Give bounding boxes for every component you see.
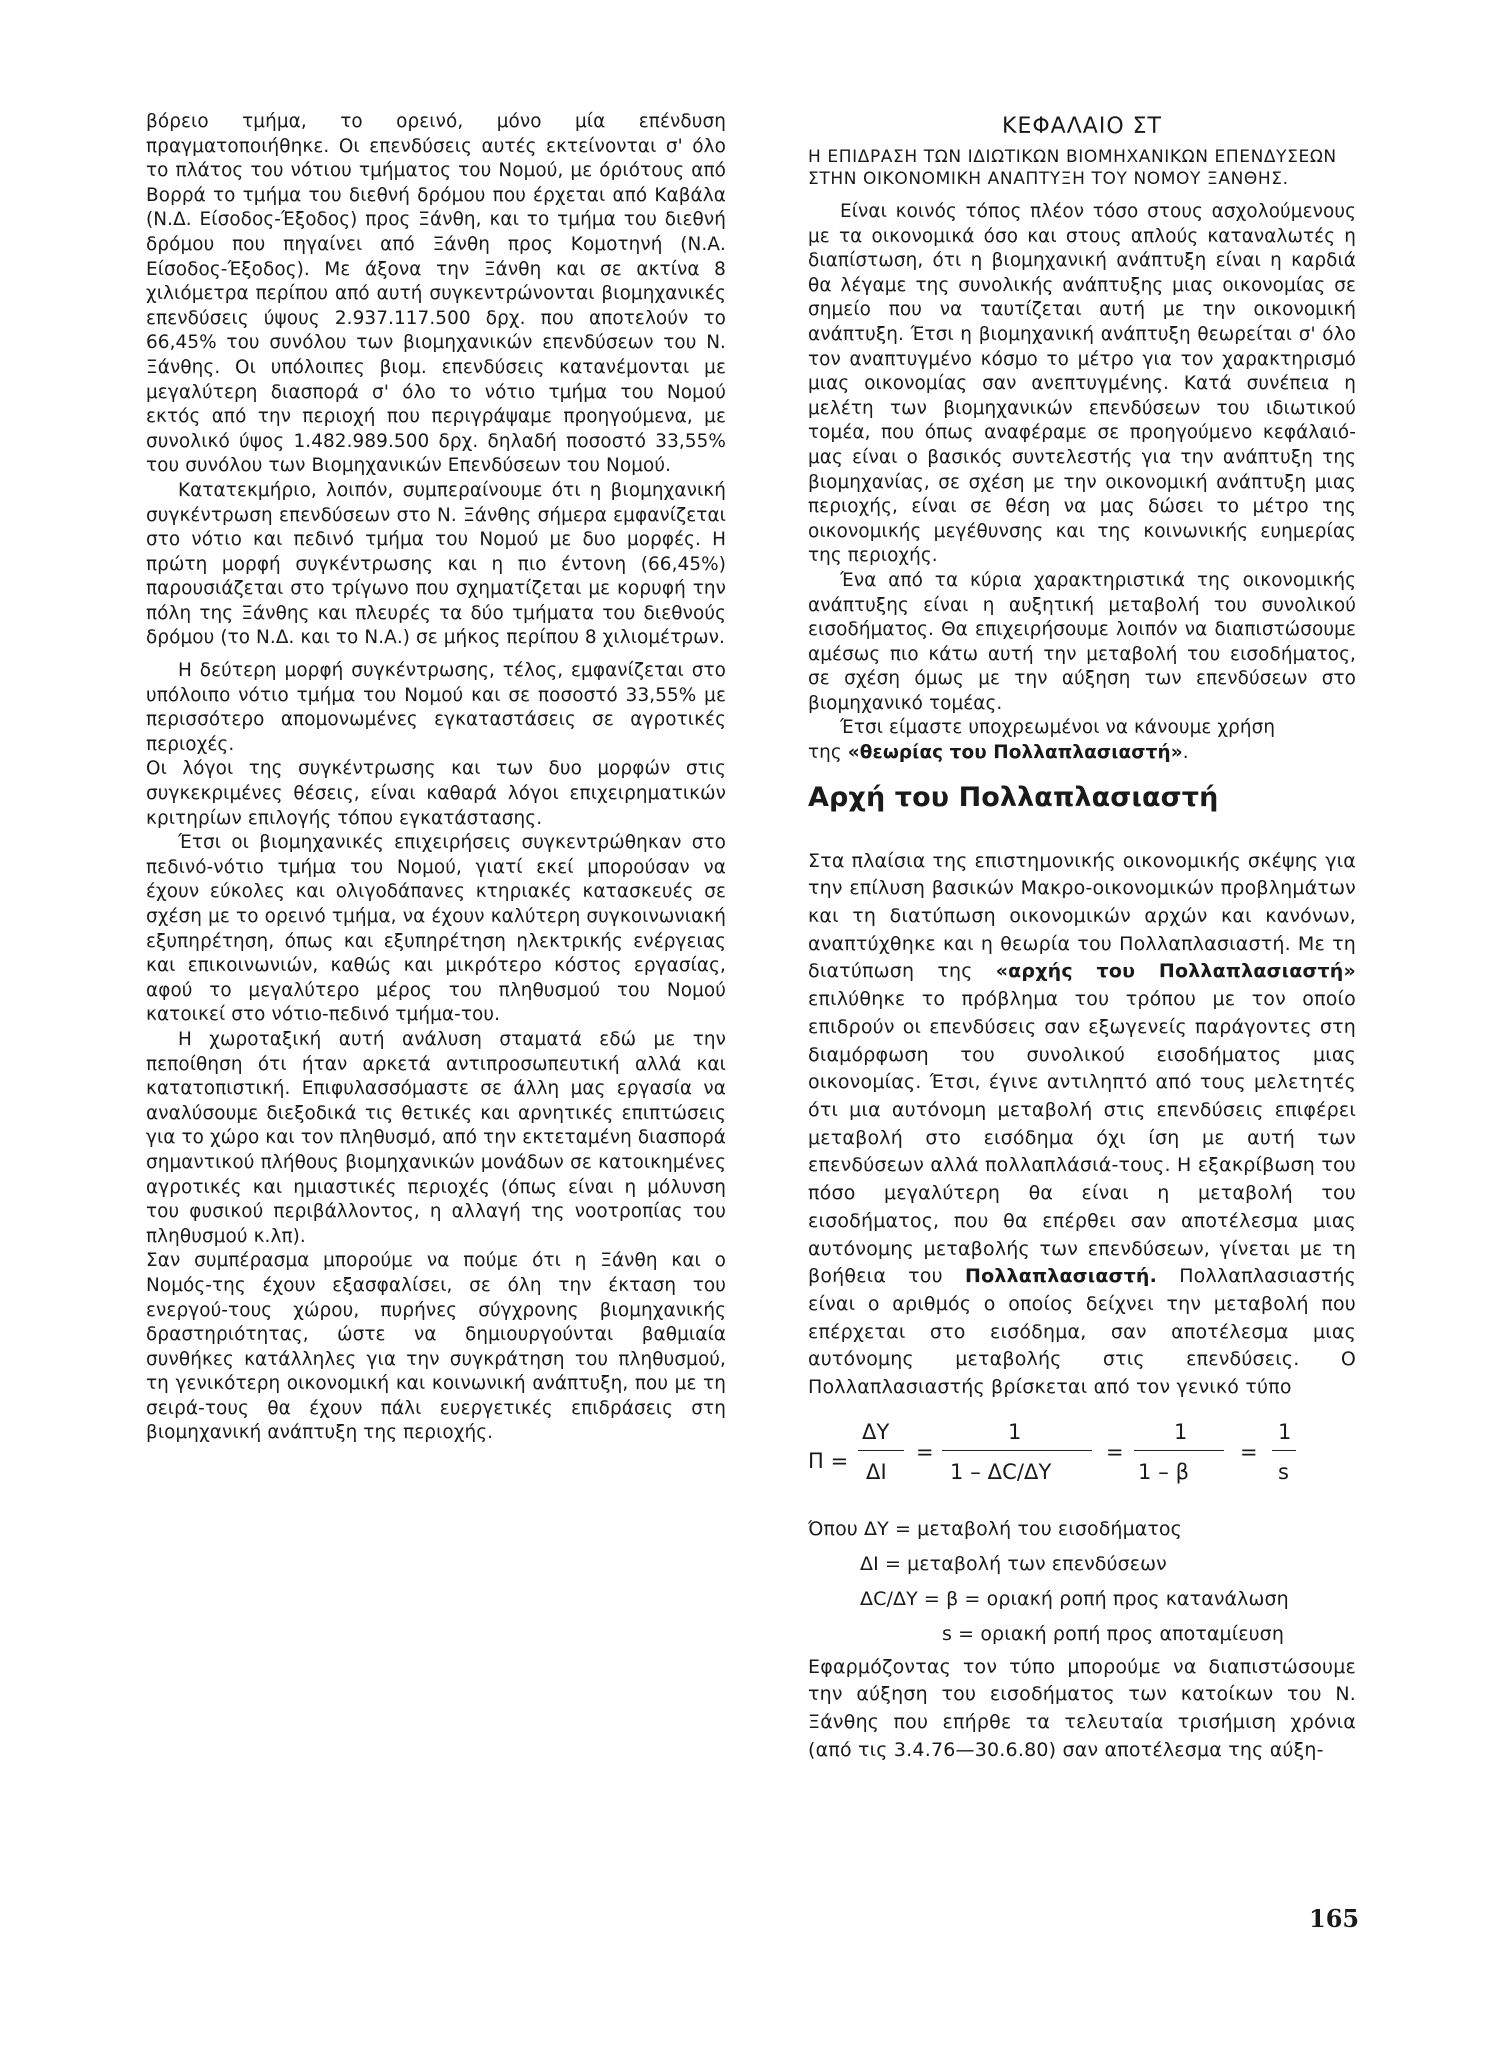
formula-definitions bbox=[808, 1512, 1356, 1652]
formula-numerator: 1 bbox=[1008, 1419, 1022, 1444]
principle-name: «αρχής του Πολλαπλασιαστή» bbox=[995, 960, 1356, 983]
paragraph: Έτσι είμαστε υποχρεωμένοι να κάνουμε χρήση bbox=[840, 717, 1276, 739]
paragraph: Οι λόγοι της συγκέντρωσης και των δυο μορφών στις συγκεκριμένες θέσεις, είναι καθαρά λόγοι επιχειρηματικών κριτηρίων επιλογής τόπου εγκατάστασης. bbox=[146, 758, 726, 829]
theory-name: «θεωρίας του Πολλαπλασιαστή» bbox=[847, 742, 1183, 764]
paragraph: Η δεύτερη μορφή συγκέντρωσης, τέλος, εμφανίζεται στο υπόλοιπο νότιο τμήμα του Νομού και σε ποσοστό 33,55% με περισσότερο απομονωμένες εγκαταστάσεις σε αγροτικές περιοχές. bbox=[146, 660, 726, 755]
left-column bbox=[146, 110, 726, 1446]
formula-denominator: ΔI bbox=[866, 1459, 887, 1484]
section-heading: Αρχή του Πολλαπλασιαστή bbox=[808, 781, 1219, 813]
definition-symbol: Όπου ΔY = bbox=[808, 1517, 911, 1540]
formula-denominator: 1 – β bbox=[1138, 1459, 1190, 1484]
paragraph: Η χωροταξική αυτή ανάλυση σταματά εδώ με την πεποίθηση ότι ήταν αρκετά αντιπροσωπευτική αλλά και κατατοπιστική. Επιφυλασσόμαστε σε άλλη μας εργασία να αναλύσουμε διεξοδικά τις θετικές και αρνητικές επιπτώσεις για το χώρο και τον πληθυσμό, από την εκτεταμένη διασπορά σημαντικού πλήθους βιομηχανικών μονάδων σε κατοικημένες αγροτικές και ημιαστικές περιοχές (όπως είναι η μόλυνση του φυσικού περιβάλλοντος, η αλλαγή της νοοτροπίας του πληθυσμού κ.λπ). bbox=[146, 1028, 726, 1247]
formula-denominator: 1 – ΔC/ΔY bbox=[950, 1459, 1052, 1484]
definition-text: οριακή ροπή προς αποταμίευση bbox=[980, 1622, 1284, 1645]
definition-row bbox=[808, 1512, 1356, 1547]
multiplier-term: Πολλαπλασιαστή. bbox=[964, 1265, 1158, 1288]
formula-numerator: 1 bbox=[1278, 1419, 1292, 1444]
definition-text: μεταβολή του εισοδήματος bbox=[917, 1517, 1182, 1540]
chapter-title: ΚΕΦΑΛΑΙΟ ΣΤ bbox=[1002, 114, 1162, 139]
formula-denominator: s bbox=[1278, 1459, 1290, 1484]
formula-equals: = bbox=[1106, 1439, 1124, 1464]
theory-line bbox=[808, 741, 1356, 766]
definition-text: οριακή ροπή προς κατανάλωση bbox=[986, 1587, 1289, 1610]
paragraph: βόρειο τμήμα, το ορεινό, μόνο μία επένδυση πραγματοποιήθηκε. Οι επενδύσεις αυτές εκτείνονται σ' όλο το πλάτος του νότιου τμήματος του Νομού, με όριότους από Βορρά το τμήμα του διεθνή δρόμου που έρχεται από Καβάλα (Ν.Δ. Είσοδος-Έξοδος) προς Ξάνθη, και το τμήμα του διεθνή δρόμου που πηγαίνει από Ξάνθη προς Κομοτηνή (Ν.Α. Είσοδος-Έξοδος). Με άξονα την Ξάνθη και σε ακτίνα 8 χιλιόμετρα περίπου από αυτή συγκεντρώνονται βιομηχανικές επενδύσεις ύψους 2.937.117.500 δρχ. που αποτελούν το 66,45% του συνόλου των βιομηχανικών επενδύσεων του Ν. Ξάνθης. Οι υπόλοιπες βιομ. επενδύσεις κατανέμονται με μεγαλύτερη διασπορά σ' όλο το νότιο τμήμα του Νομού εκτός από την περιοχή που περιγράψαμε προηγούμενα, με συνολικό ύψος 1.482.989.500 δρχ. δηλαδή ποσοστό 33,55% του συνόλου των Βιομηχανικών Επενδύσεων του Νομού. bbox=[146, 111, 726, 477]
definition-row bbox=[808, 1547, 1356, 1582]
definition-text: μεταβολή των επενδύσεων bbox=[907, 1552, 1167, 1575]
formula-equals: = bbox=[916, 1439, 934, 1464]
formula-numerator: 1 bbox=[1174, 1419, 1188, 1444]
definition-row bbox=[808, 1617, 1356, 1652]
formula-numerator: ΔY bbox=[862, 1419, 890, 1444]
theory-line-suffix: . bbox=[1182, 742, 1189, 764]
definition-row bbox=[808, 1582, 1356, 1617]
section-text: επιλύθηκε το πρόβλημα του τρόπου με τον οποίο επιδρούν οι επενδύσεις σαν εξωγενείς παράγοντες στη διαμόρφωση του συνολικού εισοδήματος μιας οικονομίας. Έτσι, έγινε αντιληπτό από τους μελετητές ότι μια αυτόνομη μεταβολή στις επενδύσεις επιφέρει μεταβολή στο εισόδημα όχι ίση με αυτή των επενδύσεων αλλά πολλαπλάσιά-τους. Η εξακρίβωση του πόσο μεγαλύτερη θα είναι η μεταβολή του εισοδήματος, που θα επέρθει σαν αποτέλεσμα μιας αυτόνομης μεταβολής των επενδύσεων, γίνεται με τη βοήθεια του bbox=[808, 988, 1356, 1288]
paragraph: Είναι κοινός τόπος πλέον τόσο στους ασχολούμενους με τα οικονομικά όσο και στους απλούς καταναλωτές η διαπίστωση, ότι η βιομηχανική ανάπτυξη είναι η καρδιά θα λέγαμε της συνολικής ανάπτυξης μιας οικονομίας σε σημείο που να ταυτίζεται αυτή με την οικονομική ανάπτυξη. Έτσι η βιομηχανική ανάπτυξη θεωρείται σ' όλο τον αναπτυγμένο κόσμο το μέτρο για τον χαρακτηρισμό μιας οικονομίας σαν ανεπτυγμένης. Κατά συνέπεια η μελέτη των βιομηχανικών επενδύσεων του ιδιωτικού τομέα, που όπως αναφέραμε σε προηγούμενο κεφάλαιό-μας είναι ο βασικός συντελεστής για την ανάπτυξη της βιομηχανίας, σε σχέση με την οικονομική ανάπτυξη μιας περιοχής, είναι σε θέση να μας δώσει το μέτρο της οικονομικής μεγέθυνσης και της κοινωνικής ευημερίας της περιοχής. bbox=[808, 201, 1356, 567]
definition-symbol: ΔC/ΔY = β = bbox=[860, 1587, 981, 1610]
paragraph: Ένα από τα κύρια χαρακτηριστικά της οικονομικής ανάπτυξης είναι η αυξητική μεταβολή του συνολικού εισοδήματος. Θα επιχειρήσουμε λοιπόν να διαπιστώσουμε αμέσως πιο κάτω αυτή την μεταβολή του εισοδήματος, σε σχέση όμως με την αύξηση των επενδύσεων στο βιομηχανικό τομέας. bbox=[808, 569, 1356, 714]
chapter-subtitle: Η ΕΠΙΔΡΑΣΗ ΤΩΝ ΙΔΙΩΤΙΚΩΝ ΒΙΟΜΗΧΑΝΙΚΩΝ ΕΠΕΝΔΥΣΕΩΝ ΣΤΗΝ ΟΙΚΟΝΟΜΙΚΗ ΑΝΑΠΤΥΞΗ ΤΟΥ ΝΟΜΟΥ ΞΑΝΘΗΣ. bbox=[808, 147, 1337, 189]
page-number: 165 bbox=[1309, 1904, 1360, 1933]
fraction-bar bbox=[942, 1450, 1092, 1451]
section-text: Πολλαπλασιαστής είναι ο αριθμός ο οποίος δείχνει την μεταβολή που επέρχεται στο εισόδημα, σαν αποτέλεσμα μιας αυτόνομης μεταβολής στις επενδύσεις. Ο Πολλαπλασιαστής βρίσκεται από τον γενικό τύπο bbox=[808, 1265, 1356, 1399]
definition-symbol: ΔI = bbox=[860, 1552, 901, 1575]
right-column bbox=[808, 110, 1356, 1765]
fraction-bar bbox=[858, 1450, 904, 1451]
formula-lhs: Π = bbox=[808, 1448, 849, 1473]
definition-symbol: s = bbox=[942, 1622, 975, 1645]
section-text: Στα πλαίσια της επιστημονικής οικονομικής σκέψης για την επίλυση βασικών Μακρο-οικονομικών προβλημάτων και τη διατύπωση οικονομικών αρχών και κανόνων, αναπτύχθηκε και η θεωρία του Πολλαπλασιαστή. Με τη διατύπωση της bbox=[808, 849, 1356, 983]
closing-paragraph: Εφαρμόζοντας τον τύπο μπορούμε να διαπιστώσουμε την αύξηση του εισοδήματος των κατοίκων του Ν. Ξάνθης που επήρθε τα τελευταία τρισήμιση χρόνια (από τις 3.4.76—30.6.80) σαν αποτέλεσμα της αύξη- bbox=[808, 1655, 1356, 1761]
multiplier-formula bbox=[808, 1418, 1356, 1506]
paragraph: Κατατεκμήριο, λοιπόν, συμπεραίνουμε ότι η βιομηχανική συγκέντρωση επενδύσεων στο Ν. Ξάνθης σήμερα εμφανίζεται στο νότιο και πεδινό τμήμα του Νομού με δυο μορφές. Η πρώτη μορφή συγκέντρωσης και η πιο έντονη (66,45%) παρουσιάζεται στο τρίγωνο που σχηματίζεται με κορυφή την πόλη της Ξάνθης και πλευρές τα δύο τμήματα του διεθνούς δρόμου (το Ν.Δ. και το Ν.Α.) σε μήκος περίπου 8 χιλιομέτρων. bbox=[146, 479, 726, 649]
fraction-bar bbox=[1134, 1450, 1224, 1451]
section-paragraph bbox=[808, 848, 1356, 1402]
formula-equals: = bbox=[1240, 1439, 1258, 1464]
theory-line-prefix: της bbox=[808, 742, 848, 764]
fraction-bar bbox=[1272, 1450, 1296, 1451]
paragraph: Σαν συμπέρασμα μπορούμε να πούμε ότι η Ξάνθη και ο Νομός-της έχουν εξασφαλίσει, σε όλη την έκταση του ενεργού-τους χώρου, πυρήνες σύγχρονης βιομηχανικής δραστηριότητας, ώστε να δημιουργούνται βαθμιαία συνθήκες κατάλληλες για την συγκράτηση του πληθυσμού, τη γενικότερη οικονομική και κοινωνική ανάπτυξη, που με τη σειρά-τους θα έχουν πάλι ευεργετικές επιδράσεις στη βιομηχανική ανάπτυξη της περιοχής. bbox=[146, 1250, 726, 1444]
paragraph: Έτσι οι βιομηχανικές επιχειρήσεις συγκεντρώθηκαν στο πεδινό-νότιο τμήμα του Νομού, γιατί εκεί μπορούσαν να έχουν εύκολες και ολιγοδάπανες κτηριακές κατασκευές σε σχέση με το ορεινό τμήμα, να έχουν καλύτερη συγκοινωνιακή εξυπηρέτηση, όπως και εξυπηρέτηση ηλεκτρικής ενέργειας και επικοινωνιών, καθώς και μικρότερο κόστος εργασίας, αφού το μεγαλύτερο μέρος του πληθυσμού του Νομού κατοικεί στο νότιο-πεδινό τμήμα-του. bbox=[146, 832, 726, 1026]
